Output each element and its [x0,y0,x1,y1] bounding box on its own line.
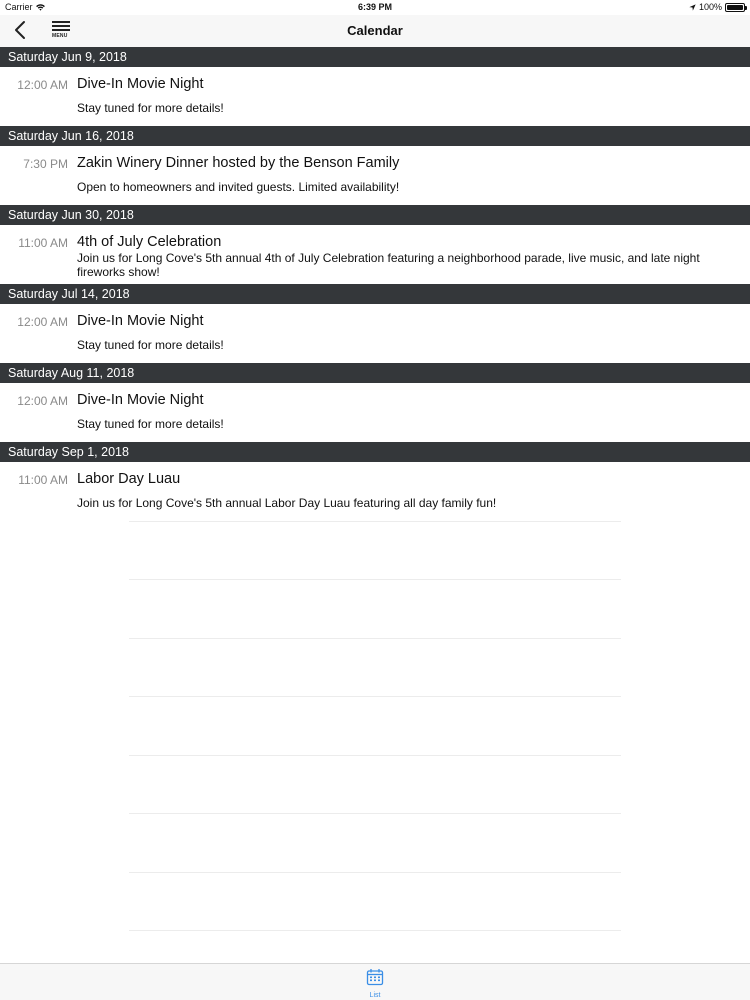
carrier-label: Carrier [5,2,33,12]
event-title: 4th of July Celebration [77,234,222,250]
event-description: Stay tuned for more details! [77,338,224,352]
back-button[interactable] [14,20,34,42]
hamburger-icon [52,21,70,31]
event-row[interactable] [0,146,750,205]
calendar-icon [366,968,384,986]
event-row[interactable] [0,304,750,363]
row-separator [129,930,621,931]
event-row[interactable] [0,67,750,126]
event-description: Open to homeowners and invited guests. Limited availability! [77,180,400,194]
tab-bar [0,963,750,1000]
event-title: Dive-In Movie Night [77,392,204,408]
status-bar [0,0,750,15]
page-title: Calendar [347,23,403,38]
date-header: Saturday Aug 11, 2018 [0,363,750,383]
row-separator [129,813,621,814]
row-separator [129,755,621,756]
event-row[interactable] [0,225,750,284]
chevron-left-icon [14,20,26,40]
event-list [0,47,750,521]
battery-icon [725,3,745,12]
row-separator [129,872,621,873]
menu-label: MENU [52,33,68,39]
event-time: 7:30 PM [23,157,68,171]
tab-list[interactable] [355,968,395,998]
event-row[interactable] [0,462,750,521]
event-description: Stay tuned for more details! [77,101,224,115]
event-description: Join us for Long Cove's 5th annual 4th of July Celebration featuring a neighborhood parade, live music, and late night fireworks show! [77,251,700,279]
navigation-bar [0,15,750,47]
date-header: Saturday Jun 16, 2018 [0,126,750,146]
row-separator [129,638,621,639]
event-row[interactable] [0,383,750,442]
row-separator [129,521,621,522]
event-title: Labor Day Luau [77,471,181,487]
clock: 6:39 PM [357,2,392,12]
row-separator [129,579,621,580]
tab-list-label: List [369,992,381,999]
location-arrow-icon [689,4,696,11]
date-header: Saturday Jun 9, 2018 [0,47,750,67]
event-title: Dive-In Movie Night [77,76,204,92]
event-time: 11:00 AM [18,473,68,487]
menu-button[interactable] [52,21,72,41]
event-title: Zakin Winery Dinner hosted by the Benson Family [77,155,400,171]
date-header: Saturday Jul 14, 2018 [0,284,750,304]
event-description: Stay tuned for more details! [77,417,224,431]
event-description: Join us for Long Cove's 5th annual Labor Day Luau featuring all day family fun! [77,496,497,510]
event-time: 12:00 AM [17,315,68,329]
event-time: 12:00 AM [17,78,68,92]
row-separator [129,696,621,697]
battery-percent: 100% [698,2,722,12]
status-right [689,2,745,12]
event-time: 12:00 AM [17,394,68,408]
date-header: Saturday Jun 30, 2018 [0,205,750,225]
event-title: Dive-In Movie Night [77,313,204,329]
date-header: Saturday Sep 1, 2018 [0,442,750,462]
event-time: 11:00 AM [18,236,68,250]
